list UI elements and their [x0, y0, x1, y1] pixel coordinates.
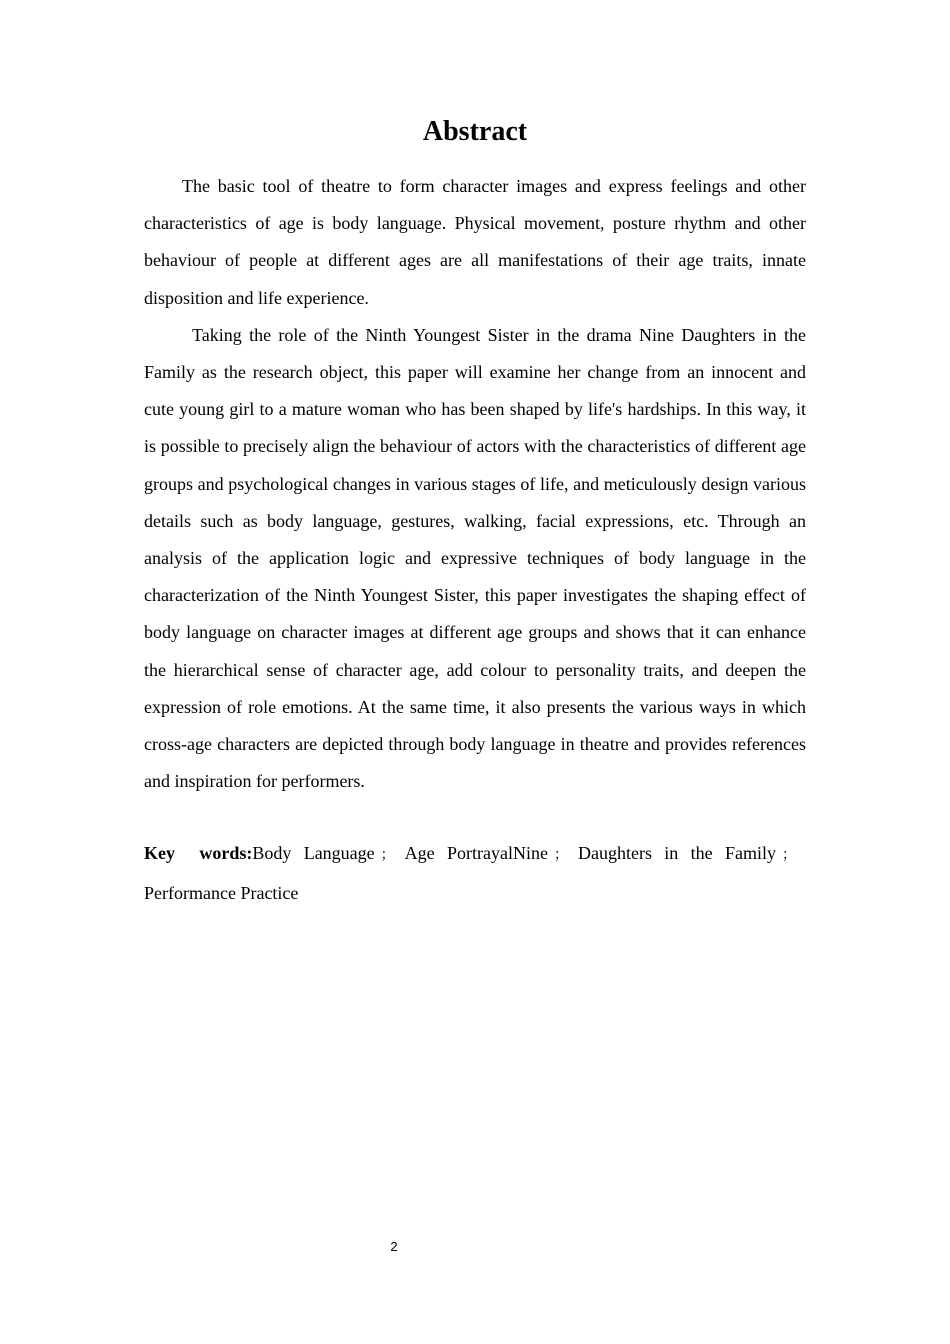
- keyword-item-4: Performance Practice: [144, 882, 299, 903]
- keyword-item-2: Age PortrayalNine: [404, 843, 548, 864]
- keyword-item-3: Daughters in the Family: [577, 843, 776, 864]
- keywords-line: [144, 835, 806, 911]
- keywords-label: Key words:: [144, 843, 253, 864]
- abstract-paragraph-2: Taking the role of the Ninth Youngest Sister in the drama Nine Daughters in the Family as the research object, this paper will examine her change from an innocent and cute young girl to a mature woman who has been shaped by life's hardships. In this way, it is possible to precisely align the behaviour of actors with the characteristics of different age groups and psychological changes in various stages of life, and meticulously design various details such as body language, gestures, walking, facial expressions, etc. Through an analysis of the application logic and expressive techniques of body language in the characterization of the Ninth Youngest Sister, this paper investigates the shaping effect of body language on character images at different age groups and shows that it can enhance the hierarchical sense of character age, add colour to personality traits, and deepen the expression of role emotions. At the same time, it also presents the various ways in which cross-age characters are depicted through body language in theatre and provides references and inspiration for performers.: [144, 324, 806, 792]
- keyword-separator: ；: [553, 847, 568, 864]
- abstract-section: [144, 112, 806, 912]
- keyword-separator: ；: [380, 847, 395, 864]
- page-title: Abstract: [422, 116, 528, 147]
- keyword-separator: ；: [782, 847, 796, 864]
- page-number: 2: [390, 1239, 398, 1254]
- abstract-paragraph-1: The basic tool of theatre to form character images and express feelings and other characteristics of age is body language. Physical movement, posture rhythm and other behaviour of people at different ages are all manifestations of their age traits, innate disposition and life experience.: [144, 176, 806, 308]
- keyword-item-1: Body Language: [252, 843, 375, 864]
